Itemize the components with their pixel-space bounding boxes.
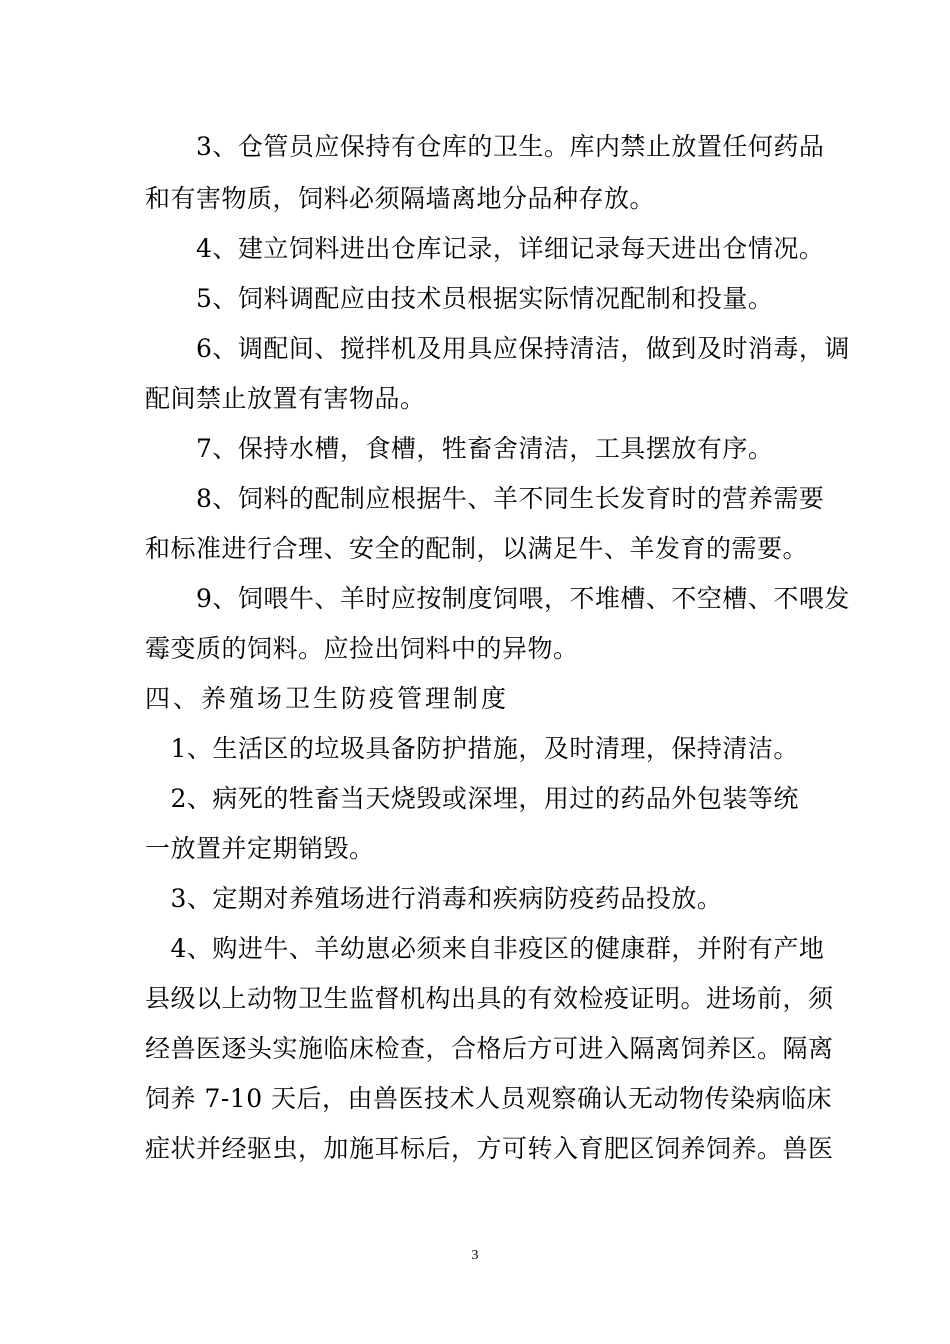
paragraph-7-line-1: 7、保持水槽，食槽，牲畜舍清洁，工具摆放有序。	[145, 434, 774, 463]
paragraph-6-line-1: 6、调配间、搅拌机及用具应保持清洁，做到及时消毒，调	[145, 334, 850, 363]
item-1-line-1: 1、生活区的垃圾具备防护措施，及时清理，保持清洁。	[145, 734, 799, 763]
paragraph-4-line-1: 4、建立饲料进出仓库记录，详细记录每天进出仓情况。	[145, 234, 825, 263]
paragraph-9-line-2: 霉变质的饲料。应捡出饲料中的异物。	[145, 634, 579, 663]
item-2-line-1: 2、病死的牲畜当天烧毁或深埋，用过的药品外包装等统	[145, 784, 799, 813]
section-heading: 四、养殖场卫生防疫管理制度	[145, 684, 510, 713]
page-number: 3	[471, 1248, 479, 1263]
item-2-line-2: 一放置并定期销毁。	[145, 834, 375, 863]
item-4-line-2: 县级以上动物卫生监督机构出具的有效检疫证明。进场前，须	[145, 984, 834, 1013]
paragraph-8-line-1: 8、饲料的配制应根据牛、羊不同生长发育时的营养需要	[145, 484, 825, 513]
item-4-line-1: 4、购进牛、羊幼崽必须来自非疫区的健康群，并附有产地	[145, 934, 825, 963]
item-4-line-5: 症状并经驱虫，加施耳标后，方可转入育肥区饲养饲养。兽医	[145, 1134, 834, 1163]
paragraph-8-line-2: 和标准进行合理、安全的配制，以满足牛、羊发育的需要。	[145, 534, 809, 563]
paragraph-6-line-2: 配间禁止放置有害物品。	[145, 384, 426, 413]
item-3-line-1: 3、定期对养殖场进行消毒和疾病防疫药品投放。	[145, 884, 723, 913]
paragraph-5-line-1: 5、饲料调配应由技术员根据实际情况配制和投量。	[145, 284, 774, 313]
paragraph-3-line-2: 和有害物质，饲料必须隔墙离地分品种存放。	[145, 184, 656, 213]
item-4-line-3: 经兽医逐头实施临床检查，合格后方可进入隔离饲养区。隔离	[145, 1034, 834, 1063]
item-4-line-4: 饲养 7-10 天后，由兽医技术人员观察确认无动物传染病临床	[145, 1084, 833, 1113]
paragraph-3-line-1: 3、仓管员应保持有仓库的卫生。库内禁止放置任何药品	[145, 132, 825, 161]
paragraph-9-line-1: 9、饲喂牛、羊时应按制度饲喂，不堆槽、不空槽、不喂发	[145, 584, 850, 613]
